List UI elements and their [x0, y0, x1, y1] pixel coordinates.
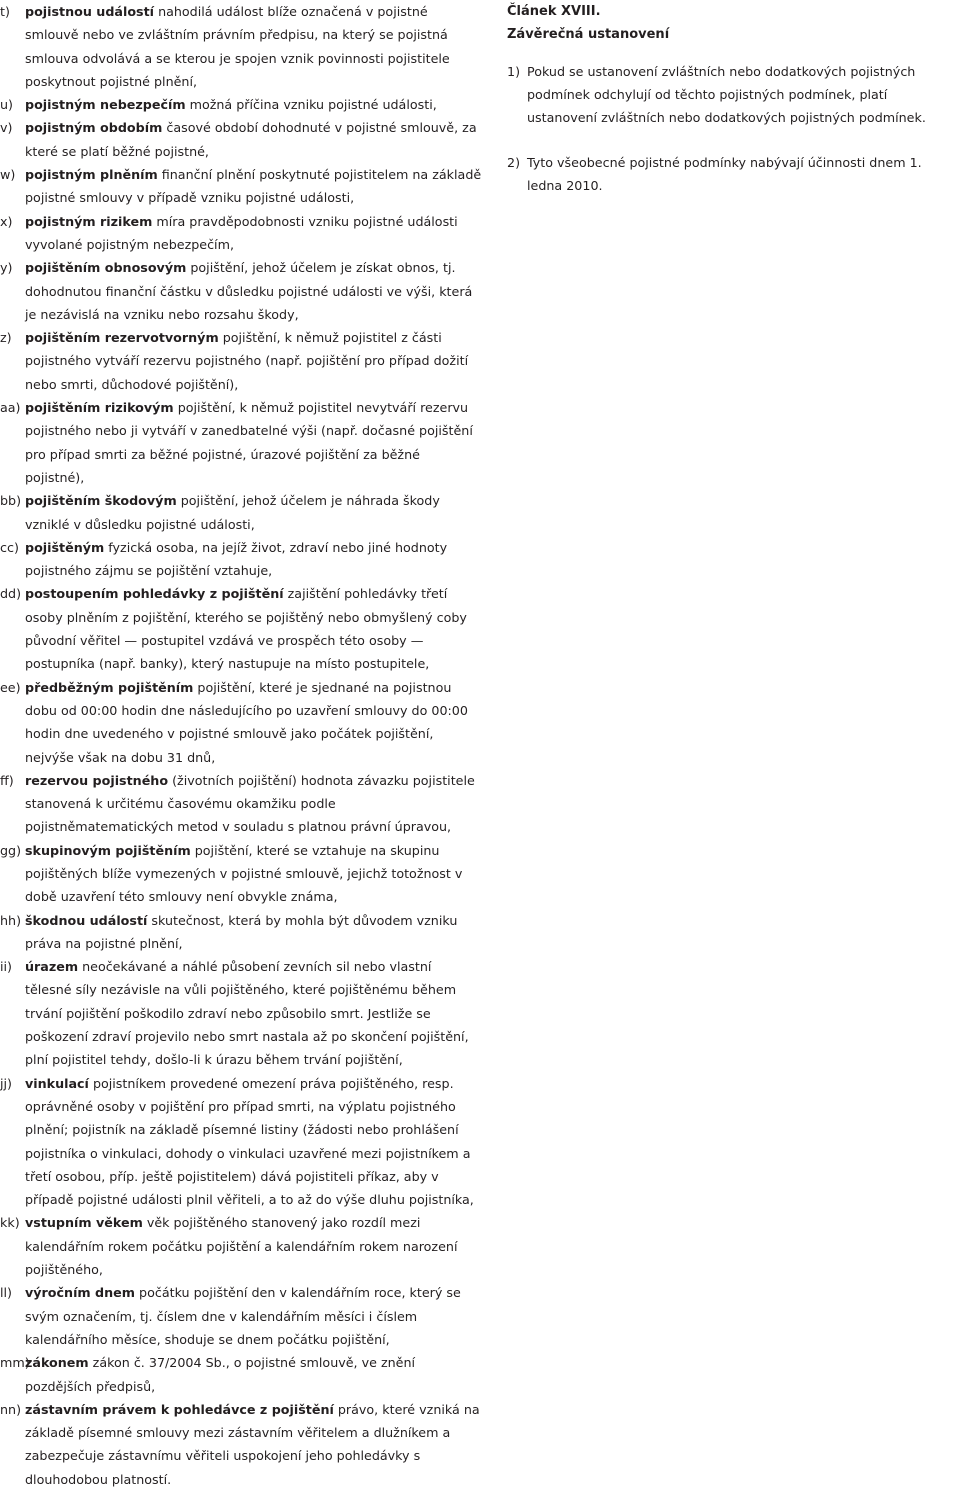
item-marker: jj) — [0, 1075, 12, 1091]
item-marker: u) — [0, 97, 13, 113]
provision-marker: 2) — [507, 155, 521, 170]
provision-text: Tyto všeobecné pojistné podmínky nabývají účinnosti dnem 1. ledna 2010. — [527, 155, 922, 193]
defined-term: pojištěním škodovým — [25, 493, 177, 509]
definition-text: neočekávané a náhlé působení zevních sil nebo vlastní tělesné síly nezávisle na vůli pojištěného, které pojištěnému během trvání pojištění poškodilo zdraví nebo způsobilo smrt. Jestliže se poškození zdraví projevilo nebo smrt nastala až po skončení pojištění, plní pojistitel tehdy, došlo-li k úrazu během trvání pojištění, — [25, 959, 469, 1068]
definition-text: zákon č. 37/2004 Sb., o pojistné smlouvě, ve znění pozdějších předpisů, — [25, 1355, 416, 1394]
item-marker: z) — [0, 330, 12, 346]
defined-term: zákonem — [25, 1355, 89, 1371]
definition-x — [0, 210, 482, 257]
defined-term: rezervou pojistného — [25, 772, 169, 788]
definition-dd — [0, 582, 482, 675]
definition-text: zajištění pohledávky třetí osoby plněním z pojištění, kterého se pojištěný nebo obmyšlený coby původní věřitel — postupitel vzdává ve prospěch této osoby — postupníka (např. banky), který nastupuje na místo postupitele, — [25, 586, 467, 672]
definition-cc — [0, 536, 482, 583]
defined-term: zástavním právem k pohledávce z pojištění — [25, 1401, 334, 1417]
provision-text: Pokud se ustanovení zvláštních nebo dodatkových pojistných podmínek odchylují od těchto pojistných podmínek, platí ustanovení zvláštních nebo dodatkových pojistných podmínek. — [527, 64, 926, 125]
item-marker: y) — [0, 260, 13, 276]
definition-text: pojištění, k němuž pojistitel z části pojistného vytváří rezervu pojistného (např. pojištění pro případ dožití nebo smrti, důchodové pojištění), — [25, 330, 469, 392]
provision-2 — [507, 151, 957, 197]
definition-t — [0, 0, 482, 93]
definition-text: věk pojištěného stanovený jako rozdíl mezi kalendářním rokem počátku pojištění a kalendářním rokem narození pojištěného, — [25, 1215, 458, 1278]
item-marker: mm) — [0, 1355, 30, 1371]
defined-term: pojištěním obnosovým — [25, 260, 187, 276]
definition-gg — [0, 839, 482, 909]
item-marker: hh) — [0, 912, 22, 928]
definition-mm — [0, 1351, 482, 1398]
item-marker: gg) — [0, 842, 22, 858]
definition-bb — [0, 489, 482, 536]
definition-hh — [0, 909, 482, 956]
provision-1 — [507, 60, 957, 129]
defined-term: pojištěním rezervotvorným — [25, 330, 219, 346]
definition-text: možná příčina vzniku pojistné události, — [185, 97, 437, 113]
definition-ii — [0, 955, 482, 1071]
item-marker: ll) — [0, 1285, 12, 1301]
defined-term: škodnou událostí — [25, 912, 148, 928]
final-provisions-column — [507, 0, 957, 197]
definition-text: pojištění, k němuž pojistitel nevytváří rezervu pojistného nebo ji vytváří v zanedbatelné výši (např. dočasné pojištění pro případ smrti za běžné pojistné, úrazové pojištění za běžné pojistné), — [25, 400, 473, 485]
item-marker: ii) — [0, 959, 12, 975]
defined-term: úrazem — [25, 959, 79, 975]
provision-marker: 1) — [507, 64, 521, 79]
item-marker: bb) — [0, 493, 22, 509]
defined-term: pojistným nebezpečím — [25, 97, 186, 113]
definition-u — [0, 93, 482, 116]
spacer — [507, 129, 957, 151]
defined-term: pojištěným — [25, 539, 105, 555]
definition-text: (životních pojištění) hodnota závazku pojistitele stanovená k určitému časovému okamžiku podle pojistněmatematických metod v souladu s platnou právní úpravou, — [25, 772, 475, 835]
definition-nn — [0, 1398, 482, 1491]
item-marker: ff) — [0, 772, 14, 788]
defined-term: předběžným pojištěním — [25, 679, 194, 695]
definition-ff — [0, 769, 482, 839]
definition-v — [0, 116, 482, 163]
definition-text: pojištění, které je sjednané na pojistnou dobu od 00:00 hodin dne následujícího po uzavření smlouvy do 00:00 hodin dne uvedeného v pojistné smlouvě jako počátek pojištění, nejvýše však na dobu 31 dnů, — [25, 679, 468, 765]
defined-term: postoupením pohledávky z pojištění — [25, 586, 284, 602]
definition-ll — [0, 1281, 482, 1351]
definition-text: časové období dohodnuté v pojistné smlouvě, za které se platí běžné pojistné, — [25, 120, 477, 159]
item-marker: t) — [0, 4, 10, 19]
item-marker: dd) — [0, 586, 22, 602]
item-marker: cc) — [0, 539, 19, 555]
definition-w — [0, 163, 482, 210]
section-title: Závěrečná ustanovení — [507, 27, 670, 42]
definition-text: skutečnost, která by mohla být důvodem vzniku práva na pojistné plnění, — [25, 912, 458, 951]
definition-y — [0, 256, 482, 326]
defined-term: vstupním věkem — [25, 1215, 143, 1231]
definition-text: nahodilá událost blíže označená v pojistné smlouvě nebo ve zvláštním právním předpisu, na který se pojistná smlouva odvolává a se kterou je spojen vznik povinnosti pojistitele poskytnout pojistné plnění, — [25, 4, 450, 89]
definition-text: fyzická osoba, na jejíž život, zdraví nebo jiné hodnoty pojistného zájmu se pojištění vztahuje, — [25, 539, 448, 579]
article-title: Článek XVIII. — [507, 4, 601, 19]
definition-text: právo, které vzniká na základě písemné smlouvy mezi zástavním věřitelem a dlužníkem a zabezpečuje zástavnímu věřiteli uspokojení jeho pohledávky s dlouhodobou platností. — [25, 1401, 480, 1487]
defined-term: vinkulací — [25, 1075, 89, 1091]
definition-text: míra pravděpodobnosti vzniku pojistné události vyvolané pojistným nebezpečím, — [25, 213, 458, 252]
definition-text: pojištění, jehož účelem je náhrada škody vzniklé v důsledku pojistné události, — [25, 493, 440, 532]
item-marker: x) — [0, 213, 13, 229]
definition-text: pojistníkem provedené omezení práva pojištěného, resp. oprávněné osoby v pojištění pro případ smrti, na výplatu pojistného plnění; pojistník na základě písemné listiny (žádosti nebo prohlášení pojistníka o vinkulaci, dohody o vinkulaci uzavřené mezi pojistníkem a třetí osobou, příp. ještě pojistitelem) dává pojistiteli příkaz, aby v případě pojistné události plnil věřiteli, a to až do výše dluhu pojistníka, — [25, 1075, 474, 1208]
definition-jj — [0, 1072, 482, 1212]
definition-text: finanční plnění poskytnuté pojistitelem na základě pojistné smlouvy v případě vzniku pojistné události, — [25, 167, 482, 206]
definition-text: počátku pojištění den v kalendářním roce, který se svým označením, tj. číslem dne v kalendářním měsíci i číslem kalendářního měsíce, shoduje se dnem počátku pojištění, — [25, 1285, 461, 1347]
item-marker: aa) — [0, 400, 21, 416]
defined-term: výročním dnem — [25, 1285, 135, 1301]
defined-term: pojistným plněním — [25, 167, 158, 183]
item-marker: ee) — [0, 679, 21, 695]
definition-z — [0, 326, 482, 396]
item-marker: v) — [0, 120, 13, 136]
defined-term: pojištěním rizikovým — [25, 400, 174, 416]
item-marker: kk) — [0, 1215, 20, 1231]
definition-kk — [0, 1211, 482, 1281]
definition-aa — [0, 396, 482, 489]
item-marker: nn) — [0, 1401, 22, 1417]
item-marker: w) — [0, 167, 16, 183]
defined-term: pojistnou událostí — [25, 4, 155, 19]
defined-term: pojistným rizikem — [25, 213, 153, 229]
definition-ee — [0, 676, 482, 769]
definition-text: pojištění, které se vztahuje na skupinu pojištěných blíže vymezených v pojistné smlouvě, jejichž totožnost v době uzavření této smlouvy není obvykle známa, — [25, 842, 463, 905]
defined-term: skupinovým pojištěním — [25, 842, 191, 858]
defined-term: pojistným obdobím — [25, 120, 163, 136]
definition-text: pojištění, jehož účelem je získat obnos, tj. dohodnutou finanční částku v důsledku pojistné události ve výši, která je nezávislá na vzniku nebo rozsahu škody, — [25, 260, 473, 322]
